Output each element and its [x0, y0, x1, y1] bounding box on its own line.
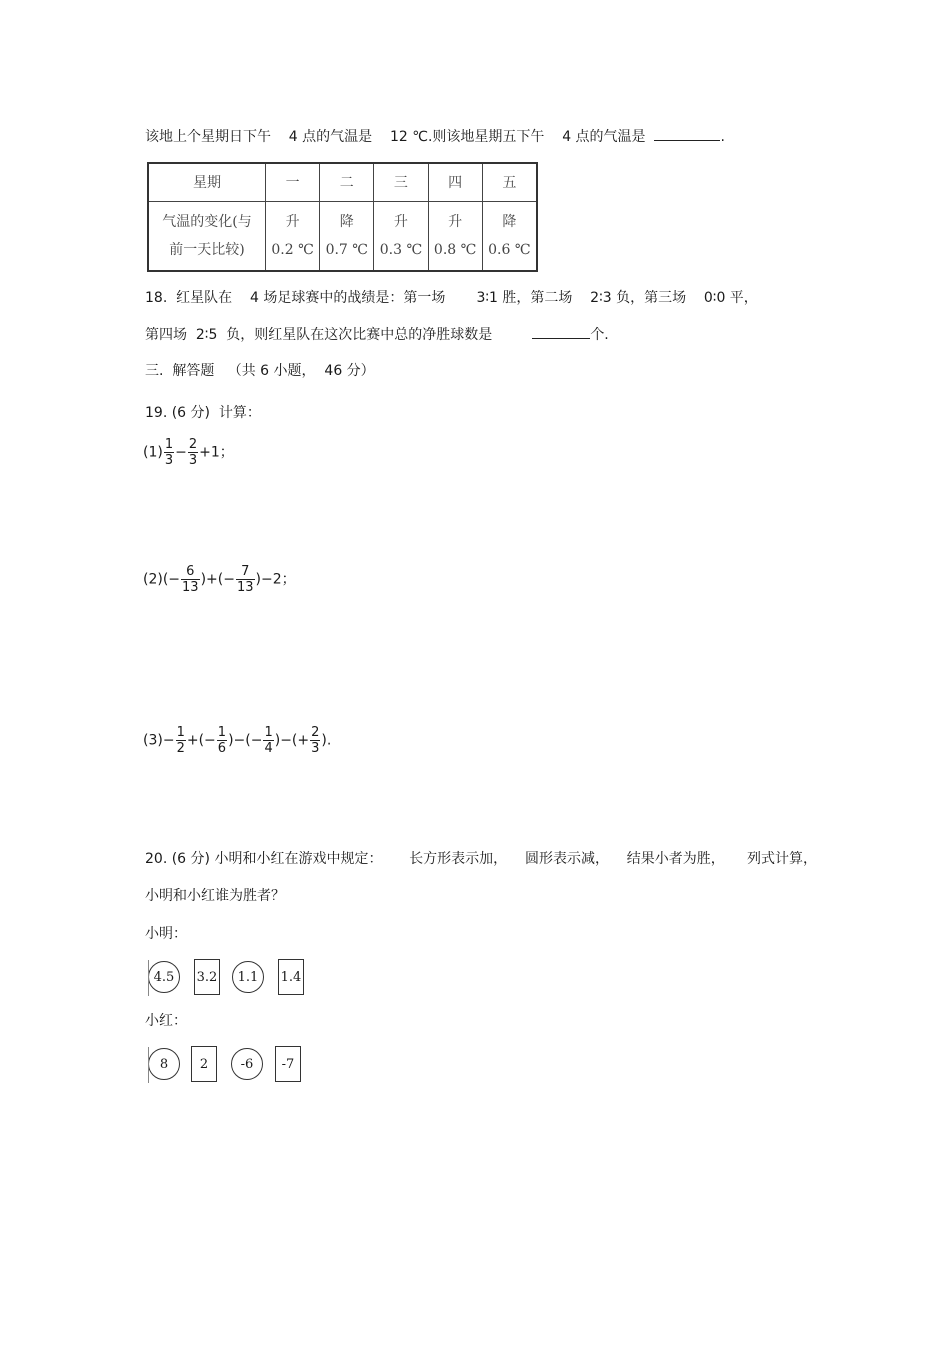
section-heading: 三. 解答题 （共 6 小题， 46 分）: [145, 363, 375, 379]
circle-shape: [148, 1048, 180, 1080]
shape-value: 1.1: [237, 969, 259, 985]
rectangle-shape: [278, 959, 304, 995]
change-cell-5: [482, 201, 537, 271]
change-amount: 0.3 ℃: [379, 241, 423, 258]
change-cell-2: [320, 201, 374, 271]
row-label-line1: 气温的变化(与: [162, 213, 252, 230]
q18-line2-body: 第四场 2∶5 负，则红星队在这次比赛中总的净胜球数是: [145, 327, 533, 343]
part-label: (3)−: [143, 732, 175, 749]
rectangle-shape: [275, 1046, 301, 1082]
shape-value: 8: [159, 1056, 169, 1072]
change-dir: 升: [448, 213, 463, 230]
row-label-line2: 前一天比较): [169, 241, 245, 258]
numerator: 1: [264, 725, 273, 740]
answer-blank[interactable]: [654, 126, 720, 141]
operator: )+(−: [200, 571, 235, 588]
q18-line2: [145, 324, 609, 345]
change-amount: 0.2 ℃: [271, 241, 314, 258]
xiaoming-label: 小明：: [145, 926, 187, 942]
change-cell-4: [428, 201, 482, 271]
denominator: 13: [182, 580, 199, 595]
day-1: 一: [266, 163, 320, 201]
day-2: 二: [320, 163, 374, 201]
fraction: [176, 725, 186, 756]
fraction: [310, 725, 320, 756]
numerator: 6: [181, 564, 200, 580]
change-dir: 升: [393, 213, 408, 230]
expr-tail: +1；: [199, 444, 234, 461]
circle-shape: [148, 961, 180, 993]
expr-tail: ).: [321, 732, 332, 749]
change-dir: 降: [339, 213, 354, 230]
q18-line1: 18. 红星队在 4 场足球赛中的战绩是：第一场 3∶1 胜，第二场 2∶3 负，第三场 0∶0 平，: [145, 290, 758, 306]
q17-text-body: 该地上个星期日下午 4 点的气温是 12 ℃.则该地星期五下午 4 点的气温是: [145, 129, 655, 145]
rectangle-shape: [191, 1046, 217, 1082]
denominator: 2: [176, 741, 185, 756]
shape-value: 3.2: [196, 969, 218, 985]
numerator: 1: [164, 437, 174, 452]
row-label: [148, 201, 266, 271]
operator: −: [175, 444, 187, 461]
denominator: 6: [217, 741, 227, 756]
fraction: [217, 725, 227, 756]
fraction: [236, 564, 255, 595]
shape-value: -6: [240, 1056, 254, 1072]
denominator: 3: [164, 453, 174, 468]
operator: +(−: [186, 732, 216, 749]
day-5: 五: [482, 163, 537, 201]
numerator: 1: [217, 725, 227, 740]
day-4: 四: [428, 163, 482, 201]
denominator: 13: [236, 580, 254, 595]
change-cell-1: [266, 201, 320, 271]
q17-end: .: [720, 129, 725, 145]
q20-line2: 小明和小红谁为胜者？: [145, 888, 285, 904]
crop-edge: [148, 1047, 149, 1083]
xiaoming-shapes: [148, 956, 316, 998]
answer-blank[interactable]: [532, 324, 590, 339]
shape-value: 2: [199, 1056, 209, 1072]
change-amount: 0.6 ℃: [488, 241, 531, 258]
q20-line1: 20. (6 分) 小明和小红在游戏中规定： 长方形表示加， 圆形表示减， 结果小者为胜， 列式计算，: [145, 851, 817, 867]
part-label: (1): [143, 444, 163, 461]
change-cell-3: [374, 201, 428, 271]
numerator: 2: [188, 437, 198, 452]
shape-value: 1.4: [280, 969, 302, 985]
expr-tail: )−2；: [255, 571, 296, 588]
change-amount: 0.8 ℃: [433, 241, 477, 258]
denominator: 4: [264, 741, 273, 756]
fraction: [263, 725, 273, 756]
circle-shape: [232, 961, 264, 993]
q19-part1: [143, 437, 234, 468]
xiaohong-shapes: [148, 1043, 313, 1085]
fraction: [188, 437, 198, 468]
shape-value: 4.5: [153, 969, 175, 985]
denominator: 3: [311, 741, 320, 756]
operator: )−(−: [228, 732, 263, 749]
q19-part3: [143, 725, 331, 756]
xiaohong-label: 小红：: [145, 1013, 187, 1029]
q19-title: 19. (6 分) 计算：: [145, 405, 261, 421]
q19-part2: [143, 564, 296, 595]
denominator: 3: [188, 453, 198, 468]
numerator: 7: [236, 564, 255, 580]
circle-shape: [231, 1048, 263, 1080]
fraction: [164, 437, 174, 468]
day-3: 三: [374, 163, 428, 201]
crop-edge: [148, 960, 149, 996]
change-dir: 升: [285, 213, 300, 230]
q17-text: [145, 126, 725, 147]
shape-value: -7: [281, 1056, 295, 1072]
part-label: (2)(−: [143, 571, 181, 588]
fraction: [181, 564, 200, 595]
rectangle-shape: [194, 959, 220, 995]
numerator: 1: [176, 725, 185, 740]
temperature-table: [147, 162, 538, 272]
change-amount: 0.7 ℃: [325, 241, 368, 258]
operator: )−(+: [274, 732, 310, 749]
table-header-label: 星期: [148, 163, 266, 201]
change-dir: 降: [502, 213, 517, 230]
q18-line2-end: 个.: [590, 327, 609, 343]
numerator: 2: [311, 725, 320, 740]
